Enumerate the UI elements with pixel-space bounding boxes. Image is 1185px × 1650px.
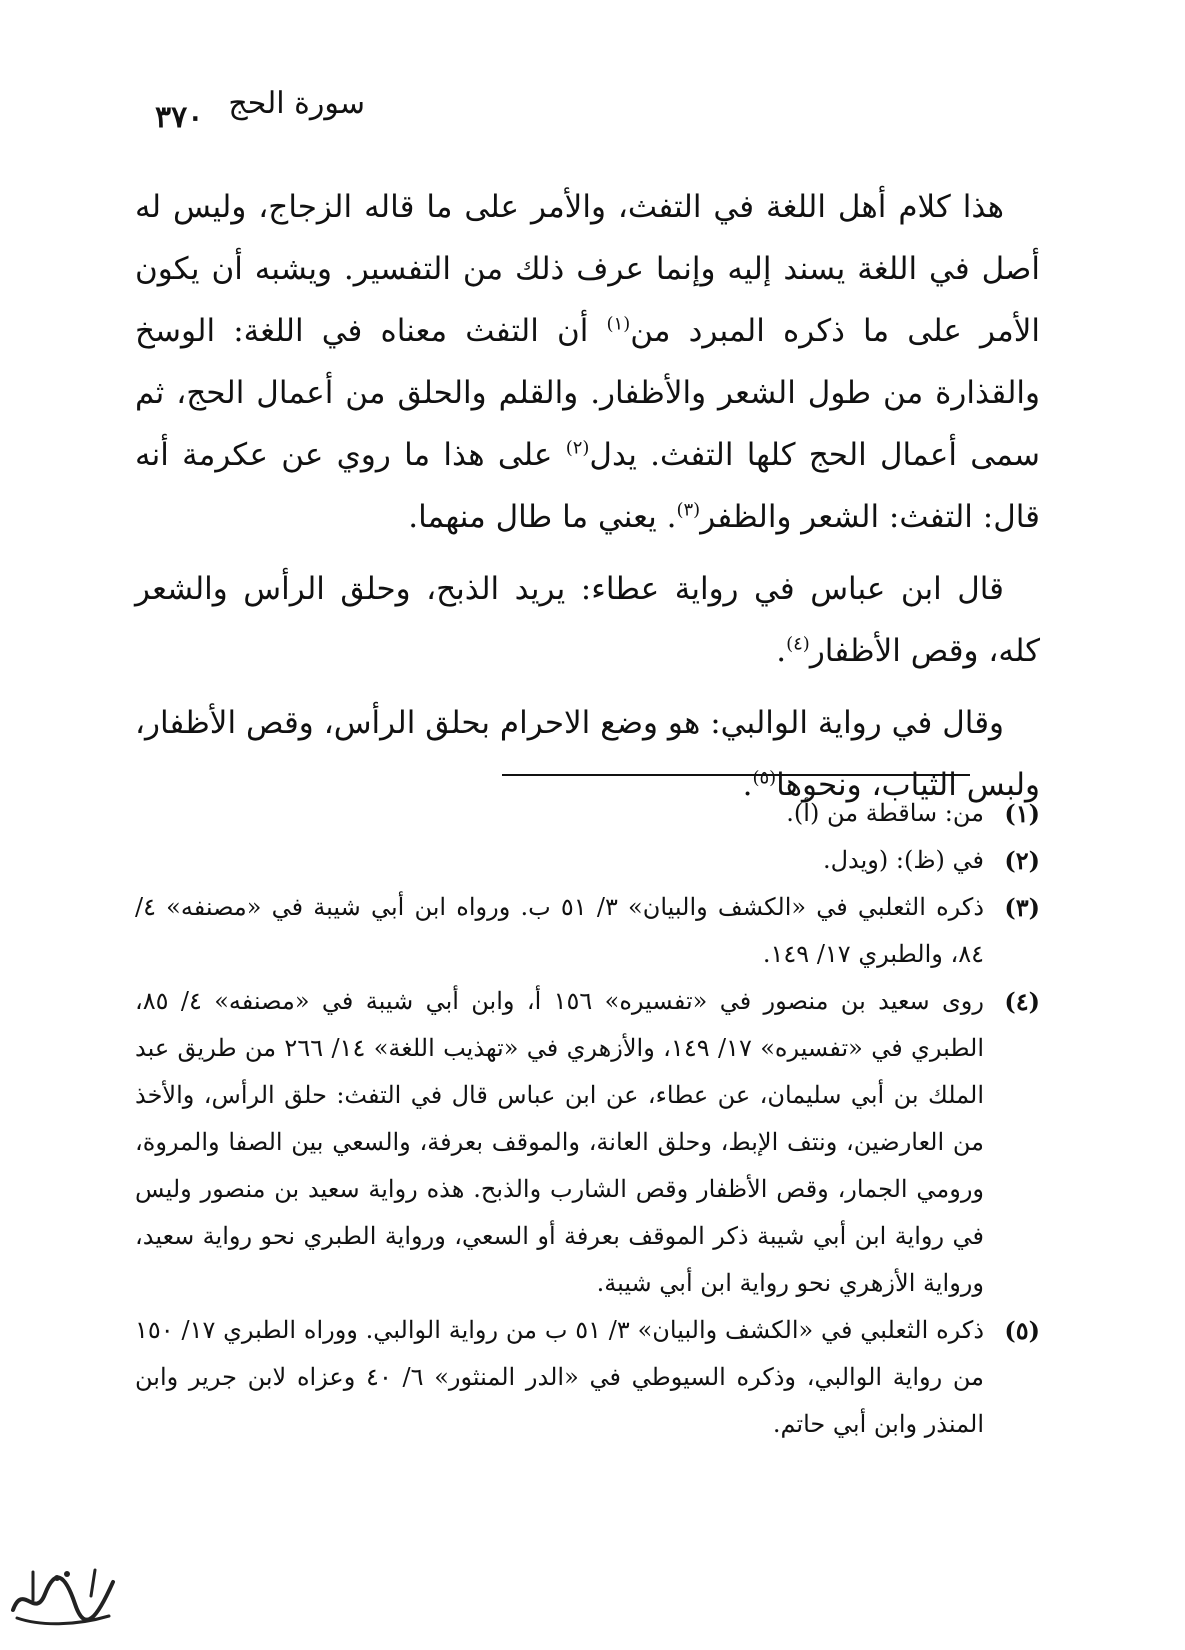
footnote-ref-4[interactable]: (٤): [786, 633, 810, 655]
paragraph-2: [135, 558, 1040, 682]
footnote-text: في (ظ): (ويدل.: [822, 846, 984, 874]
footnote-ref-1[interactable]: (١): [606, 313, 631, 335]
running-title: سورة الحج: [228, 86, 365, 121]
page-number: ٣٧٠: [155, 100, 204, 135]
footnote-4: [135, 978, 1040, 1307]
paragraph-1-part-c: على هذا ما روي عن عكرمة أنه قال: التفث: الشعر والظفر: [135, 437, 1040, 535]
footnote-number: (٥): [1004, 1316, 1040, 1345]
footnote-number: (١): [1004, 799, 1040, 828]
footnote-divider: [502, 774, 970, 776]
page-header: [135, 78, 1055, 135]
footnote-text: ذكره الثعلبي في «الكشف والبيان» ٣/ ٥١ ب من رواية الوالبي. ووراه الطبري ١٧/ ١٥٠ من رواية الوالبي، وذكره السيوطي في «الدر المنثور» ٦/ ٤٠ وعزاه لابن جرير وابن المنذر وابن أبي حاتم.: [135, 1316, 985, 1438]
footnote-2: [135, 837, 1040, 884]
paragraph-1-part-d: . يعني ما طال منهما.: [408, 499, 677, 535]
paragraph-1-part-b: أن التفث معناه في اللغة: الوسخ والقذارة من طول الشعر والأظفار. والقلم والحلق من أعمال الحج، ثم سمى أعمال الحج كلها التفث. يدل: [135, 313, 1041, 473]
footnote-ref-5[interactable]: (٥): [752, 767, 777, 789]
footnote-ref-3[interactable]: (٣): [676, 499, 701, 521]
footnote-5: [135, 1307, 1040, 1448]
footnote-number: (٤): [1004, 987, 1040, 1016]
footnotes: [135, 790, 1040, 1448]
paragraph-1: [135, 176, 1040, 548]
footnote-3: [135, 884, 1040, 978]
paragraph-2-part-b: .: [776, 633, 787, 669]
footnote-ref-2[interactable]: (٢): [565, 437, 590, 459]
paragraph-3-part-b: .: [742, 767, 753, 803]
footnote-number: (٢): [1004, 846, 1040, 875]
paragraph-2-part-a: قال ابن عباس في رواية عطاء: يريد الذبح، وحلق الرأس والشعر كله، وقص الأظفار: [135, 571, 1040, 669]
almustafa-logo-icon: [5, 1560, 120, 1632]
paragraph-3-part-a: وقال في رواية الوالبي: هو وضع الاحرام بحلق الرأس، وقص الأظفار، ولبس الثياب، ونحوها: [135, 705, 1040, 803]
footnote-text: من: ساقطة من (أ).: [786, 799, 984, 827]
paragraph-1-part-a: هذا كلام أهل اللغة في التفث، والأمر على ما قاله الزجاج، وليس له أصل في اللغة يسند إليه وإنما عرف ذلك من التفسير. ويشبه أن يكون الأمر على ما ذكره المبرد من: [135, 189, 1040, 349]
main-text: [135, 176, 1040, 826]
footnote-1: [135, 790, 1040, 837]
footnote-number: (٣): [1004, 893, 1040, 922]
footnote-text: ذكره الثعلبي في «الكشف والبيان» ٣/ ٥١ ب. ورواه ابن أبي شيبة في «مصنفه» ٤/ ٨٤، والطبري ١٧/ ١٤٩.: [135, 893, 985, 968]
footnote-text: روى سعيد بن منصور في «تفسيره» ١٥٦ أ، وابن أبي شيبة في «مصنفه» ٤/ ٨٥، الطبري في «تفسيره» ١٧/ ١٤٩، والأزهري في «تهذيب اللغة» ١٤/ ٢٦٦ من طريق عبد الملك بن أبي سليمان، عن عطاء، عن ابن عباس قال في التفث: حلق الرأس، والأخذ من العارضين، ونتف الإبط، وحلق العانة، والموقف بعرفة، والسعي بين الصفا والمروة، ورومي الجمار، وقص الأظفار وقص الشارب والذبح. هذه رواية سعيد بن منصور وليس في رواية ابن أبي شيبة ذكر الموقف بعرفة أو السعي، ورواية الطبري نحو رواية سعيد، ورواية الأزهري نحو رواية ابن أبي شيبة.: [135, 987, 984, 1297]
